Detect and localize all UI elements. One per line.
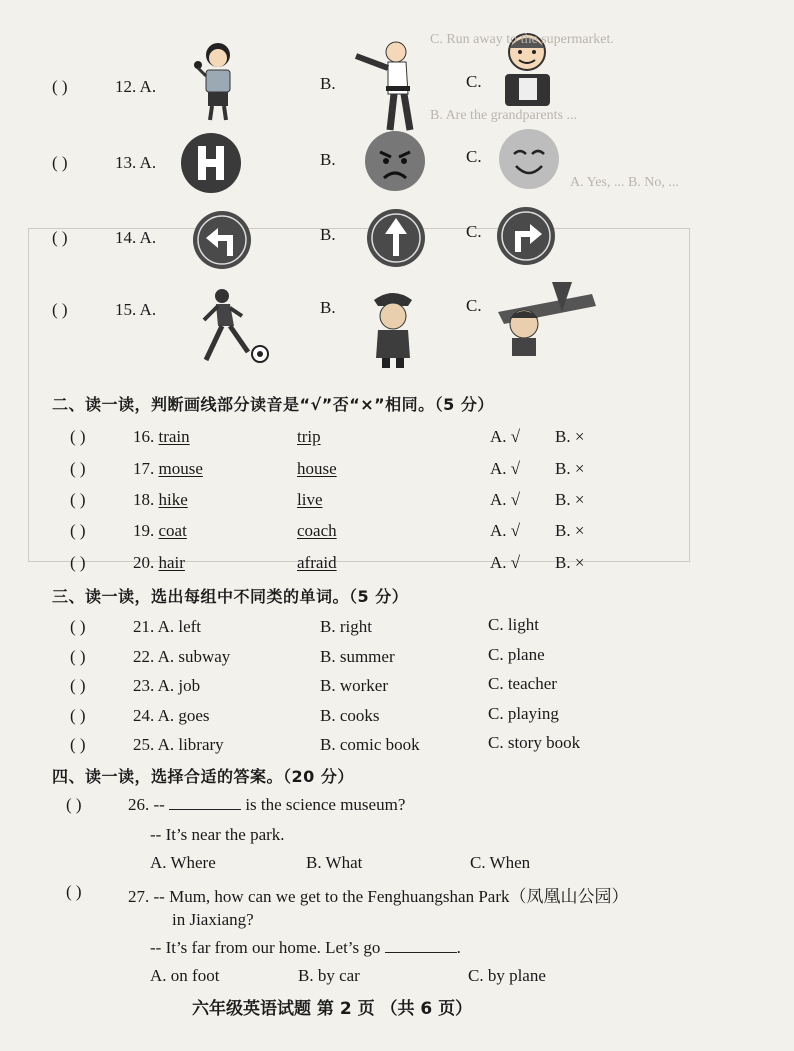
q17-option-a: A. √ — [490, 459, 521, 478]
q12-label: 12. A. — [115, 77, 157, 96]
q20-word1: hair — [158, 553, 185, 572]
q27-blank[interactable] — [385, 951, 457, 953]
answer-paren-14[interactable]: ( ) — [52, 228, 68, 247]
bleed-text: A. Yes, ... B. No, ... — [570, 175, 679, 190]
section-3-title: 三、读一读，选出每组中不同类的单词。（5 分） — [52, 587, 409, 606]
q15-label: 15. A. — [115, 300, 157, 319]
q17-option-b: B. × — [555, 459, 585, 478]
answer-paren-27[interactable]: ( ) — [66, 882, 82, 901]
pilot-plane-icon — [492, 272, 598, 360]
q18-option-a: A. √ — [490, 490, 521, 509]
answer-paren-19[interactable]: ( ) — [70, 521, 86, 540]
angry-face-icon — [364, 130, 426, 192]
q18-option-b: B. × — [555, 490, 585, 509]
q25-option-c: C. story book — [488, 733, 581, 752]
q23-option-b: B. worker — [320, 676, 388, 695]
q16-word1: train — [158, 427, 190, 446]
hospital-sign-icon — [180, 132, 242, 194]
q24-option-c: C. playing — [488, 704, 559, 723]
section-2-title: 二、读一读，判断画线部分读音是“√”否“×”相同。（5 分） — [52, 395, 494, 414]
answer-paren-22[interactable]: ( ) — [70, 647, 86, 666]
q21-option-a: 21. A. left — [133, 617, 201, 636]
q25-option-a: 25. A. library — [133, 735, 224, 754]
q23-option-a: 23. A. job — [133, 676, 201, 695]
q19-word1: coat — [158, 521, 187, 540]
go-straight-sign-icon — [366, 208, 426, 268]
q24-option-a: 24. A. goes — [133, 706, 210, 725]
answer-paren-12[interactable]: ( ) — [52, 77, 68, 96]
karate-kick-icon — [350, 38, 420, 133]
q17-num: 17. mouse — [133, 459, 203, 478]
soccer-player-icon — [196, 286, 274, 366]
q27-option-c: C. by plane — [468, 966, 546, 985]
q20-word2: afraid — [297, 553, 337, 572]
q16-option-b: B. × — [555, 427, 585, 446]
q15-option-b: B. — [320, 298, 336, 317]
q26-option-c: C. When — [470, 853, 531, 872]
answer-paren-17[interactable]: ( ) — [70, 459, 86, 478]
q20-option-b: B. × — [555, 553, 585, 572]
q26-blank[interactable] — [169, 808, 241, 810]
q13-option-c: C. — [466, 147, 482, 166]
q17-word1: mouse — [158, 459, 203, 478]
q24-option-b: B. cooks — [320, 706, 380, 725]
q26-stem: 26. -- is the science museum? — [128, 795, 406, 814]
q12-option-c: C. — [466, 72, 482, 91]
q14-option-b: B. — [320, 225, 336, 244]
q20-num: 20. hair — [133, 553, 185, 572]
answer-paren-25[interactable]: ( ) — [70, 735, 86, 754]
boy-singing-icon — [188, 40, 248, 125]
q26-option-a: A. Where — [150, 853, 216, 872]
q25-option-b: B. comic book — [320, 735, 420, 754]
q19-option-a: A. √ — [490, 521, 521, 540]
smiling-face-icon — [498, 128, 560, 190]
bleed-text: C. Run away to the supermarket. — [430, 32, 614, 47]
q27-reply: -- It’s far from our home. Let’s go . — [150, 938, 461, 957]
answer-paren-15[interactable]: ( ) — [52, 300, 68, 319]
q27-stem: 27. -- Mum, how can we get to the Fenghuangshan Park（凤凰山公园） — [128, 887, 629, 906]
answer-paren-20[interactable]: ( ) — [70, 553, 86, 572]
answer-paren-23[interactable]: ( ) — [70, 676, 86, 695]
q16-option-a: A. √ — [490, 427, 521, 446]
q27-stem-line2: in Jiaxiang? — [172, 910, 254, 929]
q14-label: 14. A. — [115, 228, 157, 247]
q26-option-b: B. What — [306, 853, 363, 872]
q12-option-b: B. — [320, 74, 336, 93]
page-footer: 六年级英语试题 第 2 页 （共 6 页） — [192, 999, 473, 1019]
q26-reply: -- It’s near the park. — [150, 825, 285, 844]
q21-option-b: B. right — [320, 617, 372, 636]
q13-option-b: B. — [320, 150, 336, 169]
q18-word2: live — [297, 490, 323, 509]
q27-option-b: B. by car — [298, 966, 360, 985]
q18-word1: hike — [158, 490, 188, 509]
q20-option-a: A. √ — [490, 553, 521, 572]
q19-option-b: B. × — [555, 521, 585, 540]
q19-num: 19. coat — [133, 521, 187, 540]
q22-option-a: 22. A. subway — [133, 647, 231, 666]
q17-word2: house — [297, 459, 337, 478]
section-4-title: 四、读一读，选择合适的答案。（20 分） — [52, 767, 354, 786]
answer-paren-24[interactable]: ( ) — [70, 706, 86, 725]
police-officer-icon — [368, 286, 418, 370]
q14-option-c: C. — [466, 222, 482, 241]
answer-paren-16[interactable]: ( ) — [70, 427, 86, 446]
q15-option-c: C. — [466, 296, 482, 315]
q16-num: 16. train — [133, 427, 190, 446]
answer-paren-18[interactable]: ( ) — [70, 490, 86, 509]
bleed-text: B. Are the grandparents ... — [430, 108, 577, 123]
q13-label: 13. A. — [115, 153, 157, 172]
answer-paren-26[interactable]: ( ) — [66, 795, 82, 814]
q22-option-c: C. plane — [488, 645, 545, 664]
q27-option-a: A. on foot — [150, 966, 220, 985]
q23-option-c: C. teacher — [488, 674, 557, 693]
q16-word2: trip — [297, 427, 321, 446]
q18-num: 18. hike — [133, 490, 188, 509]
turn-right-sign-icon — [496, 206, 556, 266]
q22-option-b: B. summer — [320, 647, 395, 666]
answer-paren-13[interactable]: ( ) — [52, 153, 68, 172]
q21-option-c: C. light — [488, 615, 540, 634]
answer-paren-21[interactable]: ( ) — [70, 617, 86, 636]
turn-left-sign-icon — [192, 210, 252, 270]
q19-word2: coach — [297, 521, 337, 540]
